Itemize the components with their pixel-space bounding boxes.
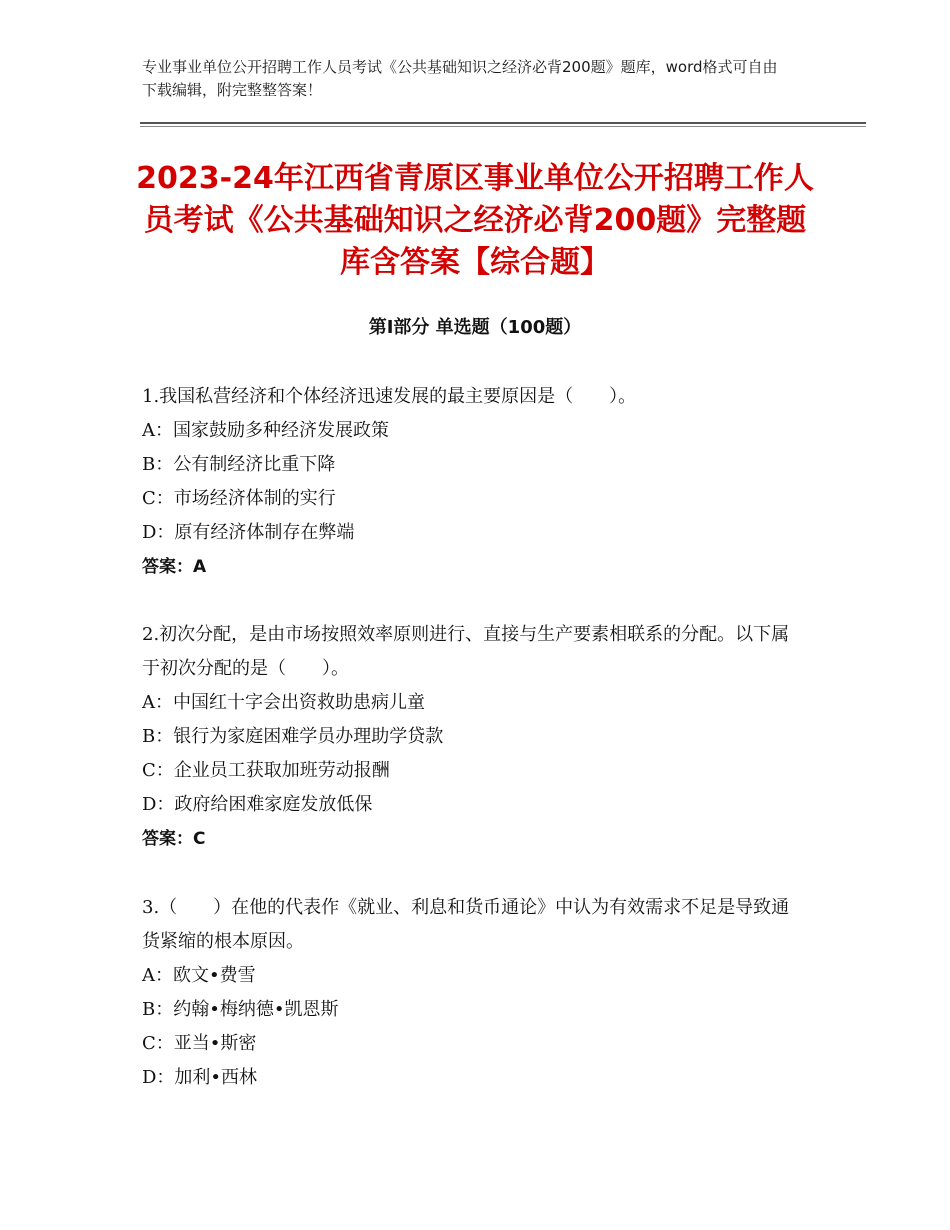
option-c: C：亚当•斯密 — [142, 1033, 257, 1054]
option-d: D：政府给困难家庭发放低保 — [142, 794, 373, 815]
answer: 答案：A — [142, 557, 207, 577]
document-title: 2023-24年江西省青原区事业单位公开招聘工作人员考试《公共基础知识之经济必背200题》完整题库含答案【综合题】 — [136, 161, 814, 280]
header-note: 专业事业单位公开招聘工作人员考试《公共基础知识之经济必背200题》题库，word格式可自由下载编辑，附完整整答案！ — [142, 58, 778, 99]
question-stem: 3.（ ）在他的代表作《就业、利息和货币通论》中认为有效需求不足是导致通货紧缩的根本原因。 — [142, 897, 790, 952]
option-a: A：中国红十字会出资救助患病儿童 — [142, 692, 425, 713]
option-b: B：约翰•梅纳德•凯恩斯 — [142, 999, 339, 1020]
option-b: B：公有制经济比重下降 — [142, 454, 336, 475]
section-heading: 第Ⅰ部分 单选题（100题） — [368, 317, 582, 338]
header-rule-thick — [140, 122, 866, 124]
option-d: D：原有经济体制存在弊端 — [142, 522, 355, 543]
option-b: B：银行为家庭困难学员办理助学贷款 — [142, 726, 444, 747]
option-c: C：市场经济体制的实行 — [142, 488, 336, 509]
answer: 答案：C — [142, 829, 206, 849]
question-3 — [142, 891, 802, 1095]
option-c: C：企业员工获取加班劳动报酬 — [142, 760, 390, 781]
question-2 — [142, 618, 802, 856]
question-stem: 1.我国私营经济和个体经济迅速发展的最主要原因是（ ）。 — [142, 386, 637, 407]
question-1 — [142, 380, 802, 584]
option-d: D：加利•西林 — [142, 1067, 258, 1088]
question-stem: 2.初次分配，是由市场按照效率原则进行、直接与生产要素相联系的分配。以下属于初次分配的是（ ）。 — [142, 624, 790, 679]
option-a: A：欧文•费雪 — [142, 965, 256, 986]
header-rule-thin — [140, 126, 866, 127]
option-a: A：国家鼓励多种经济发展政策 — [142, 420, 389, 441]
